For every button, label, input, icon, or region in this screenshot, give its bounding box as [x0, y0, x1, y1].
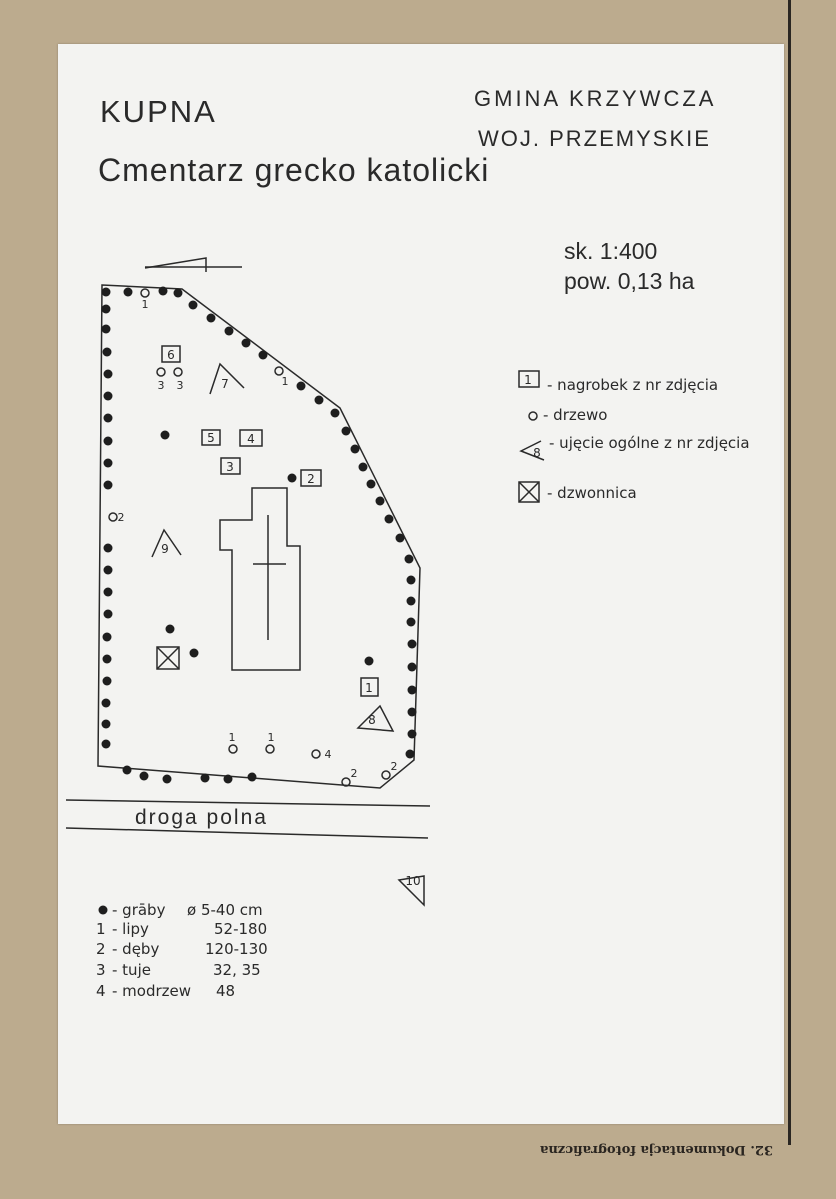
hornbeam-tree: [102, 720, 111, 729]
hornbeam-tree: [104, 588, 113, 597]
hornbeam-tree: [103, 348, 112, 357]
legend-linden-size: 52-180: [214, 920, 268, 938]
hornbeam-tree: [407, 618, 416, 627]
linden-tree: [275, 367, 283, 375]
hornbeam-tree: [102, 740, 111, 749]
linden-tree: [141, 289, 149, 297]
view-number: 9: [161, 542, 169, 556]
thuja-tree: [174, 368, 182, 376]
church-outline: [220, 488, 300, 670]
hornbeam-tree: [408, 686, 417, 695]
legend-larch-size: 48: [216, 982, 236, 1000]
hornbeam-tree: [365, 657, 374, 666]
hornbeam-tree: [331, 409, 340, 418]
area-label: pow. 0,13 ha: [564, 268, 695, 294]
legend-oak-name: - dęby: [112, 940, 160, 958]
hornbeam-tree: [224, 775, 233, 784]
hornbeam-tree: [102, 699, 111, 708]
tree-code: 2: [350, 767, 358, 780]
hornbeam-tree: [174, 289, 183, 298]
hornbeam-tree: [140, 772, 149, 781]
tree-code: 1: [281, 375, 289, 388]
tree-code: 1: [141, 298, 149, 311]
hornbeam-tree: [351, 445, 360, 454]
tree-code: 1: [267, 731, 275, 744]
hornbeam-tree: [207, 314, 216, 323]
legend-thuja-code: 3: [96, 961, 106, 979]
hornbeam-tree: [405, 555, 414, 564]
hornbeam-tree: [396, 534, 405, 543]
hornbeam-tree: [102, 325, 111, 334]
hornbeam-tree: [359, 463, 368, 472]
hornbeam-tree: [225, 327, 234, 336]
hornbeam-tree: [161, 431, 170, 440]
hornbeam-tree: [406, 750, 415, 759]
legend-oak-size: 120-130: [205, 940, 268, 958]
tree-code: 2: [390, 760, 398, 773]
hornbeam-tree: [104, 481, 113, 490]
gravestone-number: 6: [167, 348, 175, 362]
view-number: 7: [221, 377, 229, 391]
legend-hornbeam-name: - grāby: [112, 901, 166, 919]
legend-oak-code: 2: [96, 940, 106, 958]
hornbeam-tree: [407, 597, 416, 606]
hornbeam-tree: [190, 649, 199, 658]
hornbeam-tree: [385, 515, 394, 524]
hornbeam-tree: [288, 474, 297, 483]
gravestone-number: 1: [365, 681, 373, 695]
belfry-icon: [157, 647, 179, 669]
hornbeam-tree: [159, 287, 168, 296]
hornbeam-tree: [124, 288, 133, 297]
hornbeam-tree: [163, 775, 172, 784]
hornbeam-tree: [104, 437, 113, 446]
hornbeam-tree: [103, 677, 112, 686]
hornbeam-tree: [367, 480, 376, 489]
legend-thuja-name: - tuje: [112, 961, 151, 979]
tree-code: 1: [228, 731, 236, 744]
tree-code: 3: [157, 379, 165, 392]
legend-hornbeam-icon: [99, 906, 108, 915]
oak-tree: [382, 771, 390, 779]
legend-thuja-size: 32, 35: [213, 961, 261, 979]
legend-gravestone-text: - nagrobek z nr zdjęcia: [547, 376, 719, 394]
tree-code: 4: [324, 748, 332, 761]
hornbeam-tree: [104, 544, 113, 553]
legend-tree-text: - drzewo: [543, 406, 608, 424]
hornbeam-tree: [342, 427, 351, 436]
hornbeam-tree: [201, 774, 210, 783]
gravestone-number: 4: [247, 432, 255, 446]
tree-code: 3: [176, 379, 184, 392]
hornbeam-tree: [104, 566, 113, 575]
hornbeam-tree: [315, 396, 324, 405]
legend-linden-code: 1: [96, 920, 106, 938]
hornbeam-tree: [104, 459, 113, 468]
mount-caption: 32. Dokumentacja fotograficzna: [540, 1142, 773, 1157]
thuja-tree: [157, 368, 165, 376]
legend-linden-name: - lipy: [112, 920, 149, 938]
hornbeam-tree: [297, 382, 306, 391]
voivodeship-label: WOJ. PRZEMYSKIE: [478, 126, 711, 151]
legend-gravestone-number: 1: [524, 373, 532, 387]
view-number: 8: [368, 713, 376, 727]
legend-hornbeam-size: ø 5-40 cm: [187, 901, 263, 919]
oak-tree: [109, 513, 117, 521]
hornbeam-tree: [104, 610, 113, 619]
legend-belfry-text: - dzwonnica: [547, 484, 637, 502]
hornbeam-tree: [407, 576, 416, 585]
tree-code: 2: [117, 511, 125, 524]
village-title: KUPNA: [100, 94, 217, 129]
linden-tree: [266, 745, 274, 753]
legend-tree-icon: [529, 412, 537, 420]
hornbeam-tree: [104, 370, 113, 379]
hornbeam-tree: [102, 288, 111, 297]
hornbeam-tree: [103, 633, 112, 642]
hornbeam-tree: [408, 640, 417, 649]
hornbeam-tree: [189, 301, 198, 310]
north-arrow-icon: [145, 258, 206, 272]
legend-view-number: 8: [533, 446, 541, 460]
map-subtitle: Cmentarz grecko katolicki: [98, 152, 490, 188]
gravestone-number: 3: [226, 460, 234, 474]
hornbeam-tree: [408, 708, 417, 717]
linden-tree: [229, 745, 237, 753]
legend-larch-name: - modrzew: [112, 982, 192, 1000]
scale-label: sk. 1:400: [564, 238, 658, 264]
hornbeam-tree: [248, 773, 257, 782]
hornbeam-tree: [123, 766, 132, 775]
hornbeam-tree: [408, 730, 417, 739]
commune-label: GMINA KRZYWCZA: [474, 86, 717, 111]
legend-view-text: - ujęcie ogólne z nr zdjęcia: [549, 434, 750, 452]
hornbeam-tree: [104, 392, 113, 401]
hornbeam-tree: [103, 655, 112, 664]
hornbeam-tree: [259, 351, 268, 360]
hornbeam-tree: [166, 625, 175, 634]
hornbeam-tree: [376, 497, 385, 506]
legend-larch-code: 4: [96, 982, 106, 1000]
larch-tree: [312, 750, 320, 758]
hornbeam-tree: [104, 414, 113, 423]
hornbeam-tree: [408, 663, 417, 672]
road-label: droga polna: [135, 806, 268, 829]
view-number: 10: [405, 874, 421, 888]
legend-belfry-icon: [519, 482, 539, 502]
gravestone-number: 5: [207, 431, 215, 445]
hornbeam-tree: [102, 305, 111, 314]
gravestone-number: 2: [307, 472, 315, 486]
hornbeam-tree: [242, 339, 251, 348]
